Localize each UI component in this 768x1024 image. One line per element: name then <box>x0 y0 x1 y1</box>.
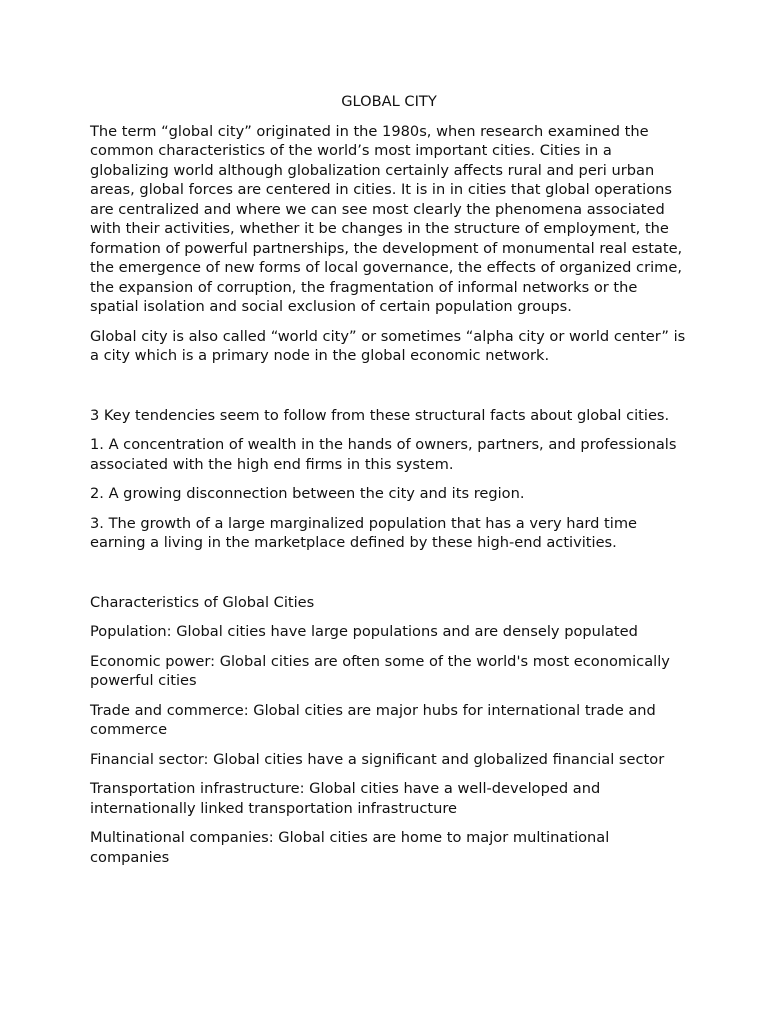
tendency-item: 1. A concentration of wealth in the hands of owners, partners, and professionals associated with the high end firms in this system. <box>90 436 677 473</box>
characteristics-heading: Characteristics of Global Cities <box>90 593 315 611</box>
characteristic-item: Population: Global cities have large populations and are densely populated <box>90 623 638 640</box>
characteristic-item: Transportation infrastructure: Global cities have a well-developed and internationally linked transportation infrastructure <box>90 780 601 817</box>
characteristic-item: Multinational companies: Global cities are home to major multinational companies <box>90 829 610 866</box>
intro-paragraph: The term “global city” originated in the 1980s, when research examined the common characteristics of the world’s most important cities. Cities in a globalizing world although globalization certainly affects rural and peri urban areas, global forces are centered in cities. It is in in cities that global operations are centralized and where we can see most clearly the phenomena associated with their activities, whether it be changes in the structure of employment, the formation of powerful partnerships, the development of monumental real estate, the emergence of new forms of local governance, the effects of organized crime, the expansion of corruption, the fragmentation of informal networks or the spatial isolation and social exclusion of certain population groups. <box>90 122 683 315</box>
document-title: GLOBAL CITY <box>341 93 437 110</box>
document-page <box>90 92 690 877</box>
tendency-item: 3. The growth of a large marginalized population that has a very hard time earning a living in the marketplace defined by these high-end activities. <box>90 514 638 551</box>
paragraph-gap <box>90 376 690 406</box>
characteristic-item: Financial sector: Global cities have a significant and globalized financial sector <box>90 750 665 768</box>
tendency-item: 2. A growing disconnection between the city and its region. <box>90 485 525 502</box>
tendencies-intro: 3 Key tendencies seem to follow from these structural facts about global cities. <box>90 406 670 424</box>
characteristic-item: Economic power: Global cities are often some of the world's most economically powerful cities <box>90 652 670 689</box>
intro-paragraph: Global city is also called “world city” or sometimes “alpha city or world center” is a city which is a primary node in the global economic network. <box>90 327 686 364</box>
paragraph-gap <box>90 563 690 593</box>
characteristic-item: Trade and commerce: Global cities are major hubs for international trade and commerce <box>90 701 656 738</box>
